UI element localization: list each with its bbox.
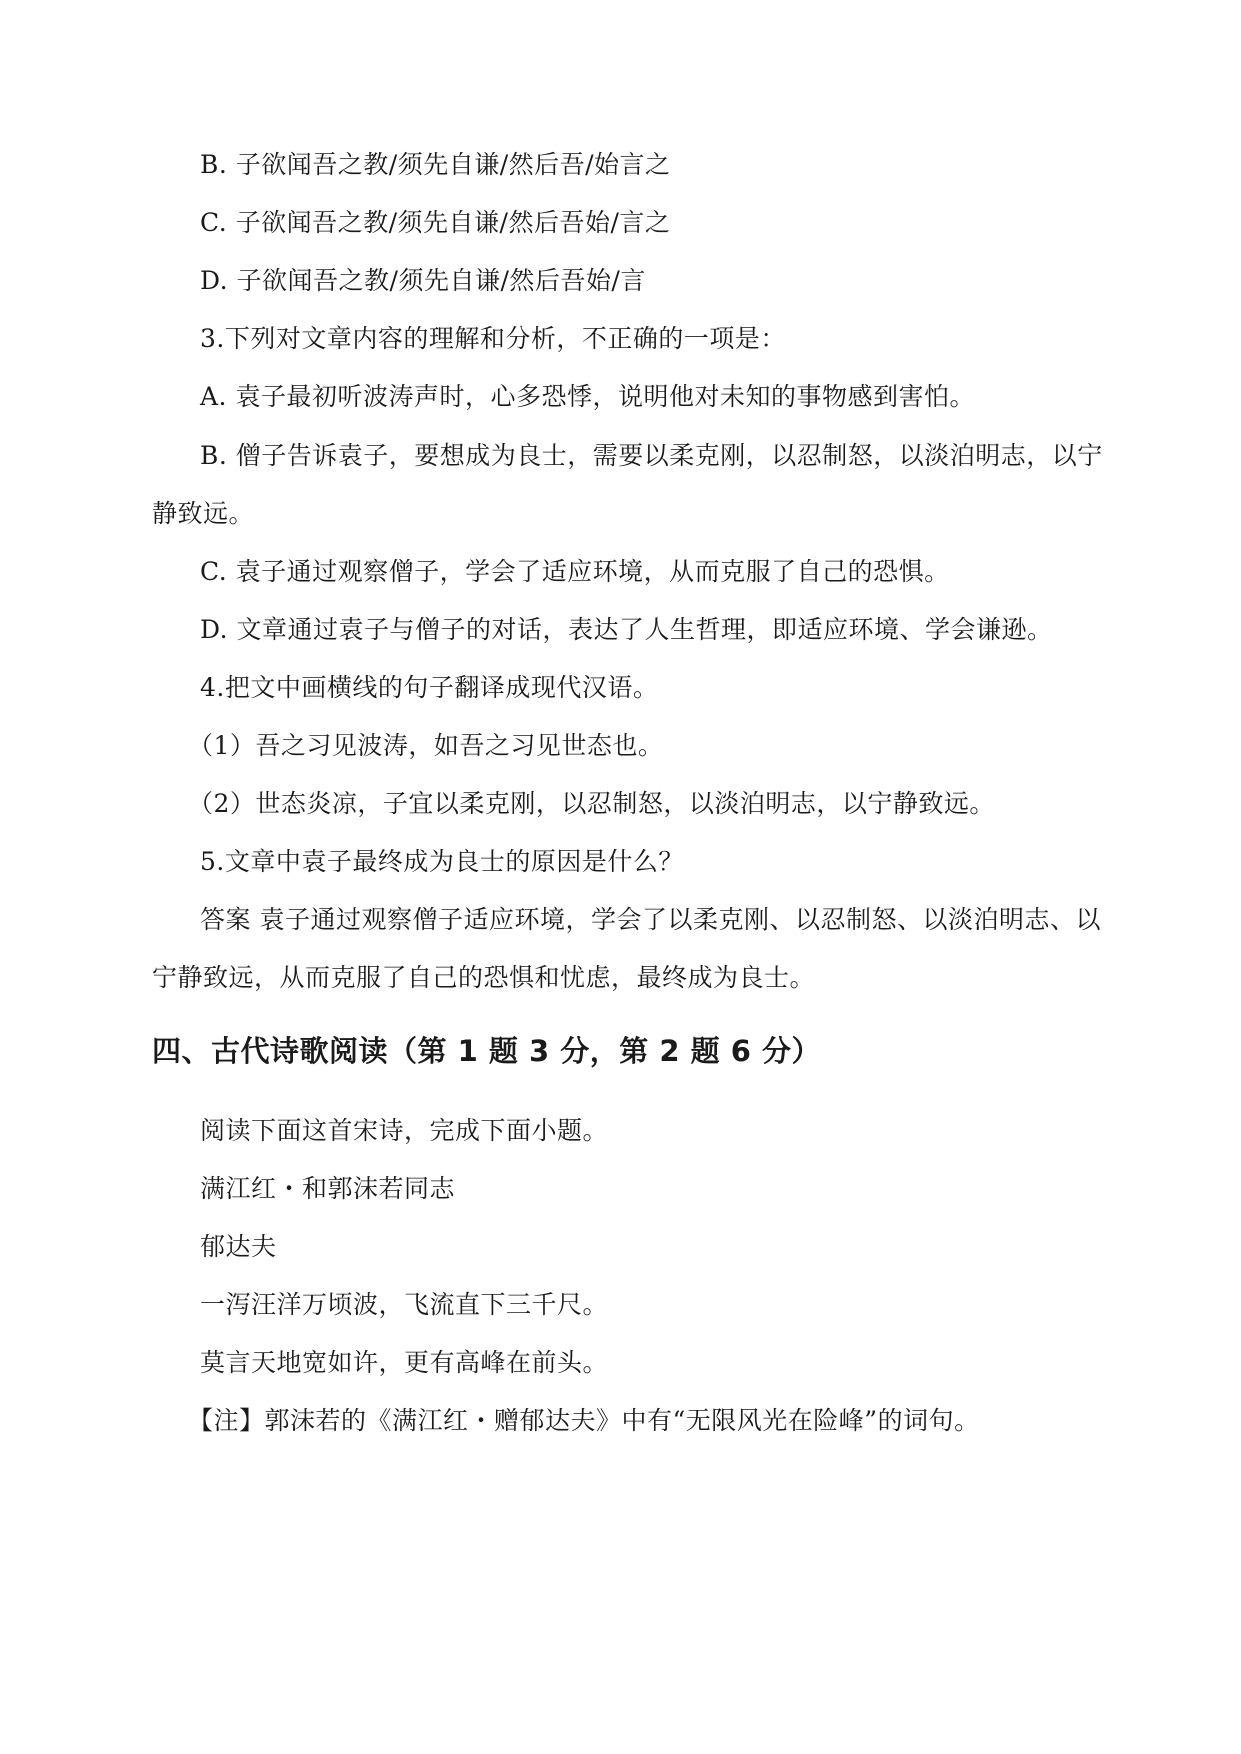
question-3: 3.下列对文章内容的理解和分析，不正确的一项是： bbox=[200, 324, 786, 353]
question-3-option-d: D. 文章通过袁子与僧子的对话，表达了人生哲理，即适应环境、学会谦逊。 bbox=[200, 615, 1053, 644]
poem-author: 郁达夫 bbox=[200, 1232, 277, 1261]
question-3-option-a: A. 袁子最初听波涛声时，心多恐悸，说明他对未知的事物感到害怕。 bbox=[200, 382, 975, 411]
option-b: B. 子欲闻吾之教/须先自谦/然后吾/始言之 bbox=[200, 150, 671, 179]
section-instruction: 阅读下面这首宋诗，完成下面小题。 bbox=[200, 1116, 609, 1145]
poem-line-2: 莫言天地宽如许，更有高峰在前头。 bbox=[200, 1348, 609, 1377]
section-heading: 四、古代诗歌阅读（第 1 题 3 分，第 2 题 6 分） bbox=[152, 1034, 821, 1068]
question-3-option-b-line-2: 静致远。 bbox=[152, 499, 255, 528]
question-5: 5.文章中袁子最终成为良士的原因是什么？ bbox=[200, 847, 684, 876]
poem-line-1: 一泻汪洋万顷波，飞流直下三千尺。 bbox=[200, 1290, 609, 1319]
question-4: 4.把文中画横线的句子翻译成现代汉语。 bbox=[200, 673, 659, 702]
poem-title: 满江红・和郭沫若同志 bbox=[200, 1174, 456, 1203]
poem-note: 【注】郭沫若的《满江红・赠郁达夫》中有“无限风光在险峰”的词句。 bbox=[188, 1406, 980, 1435]
question-4-item-2: （2）世态炎凉，子宜以柔克刚，以忍制怒，以淡泊明志，以宁静致远。 bbox=[188, 789, 995, 818]
question-3-option-c: C. 袁子通过观察僧子，学会了适应环境，从而克服了自己的恐惧。 bbox=[200, 557, 950, 586]
answer-line-2: 宁静致远，从而克服了自己的恐惧和忧虑，最终成为良士。 bbox=[152, 963, 816, 992]
option-d: D. 子欲闻吾之教/须先自谦/然后吾始/言 bbox=[200, 266, 646, 295]
option-c: C. 子欲闻吾之教/须先自谦/然后吾始/言之 bbox=[200, 208, 671, 237]
answer-line-1: 答案 袁子通过观察僧子适应环境，学会了以柔克刚、以忍制怒、以淡泊明志、以 bbox=[200, 905, 1101, 934]
question-3-option-b-line-1: B. 僧子告诉袁子，要想成为良士，需要以柔克刚，以忍制怒，以淡泊明志，以宁 bbox=[200, 441, 1103, 470]
question-4-item-1: （1）吾之习见波涛，如吾之习见世态也。 bbox=[188, 731, 664, 760]
